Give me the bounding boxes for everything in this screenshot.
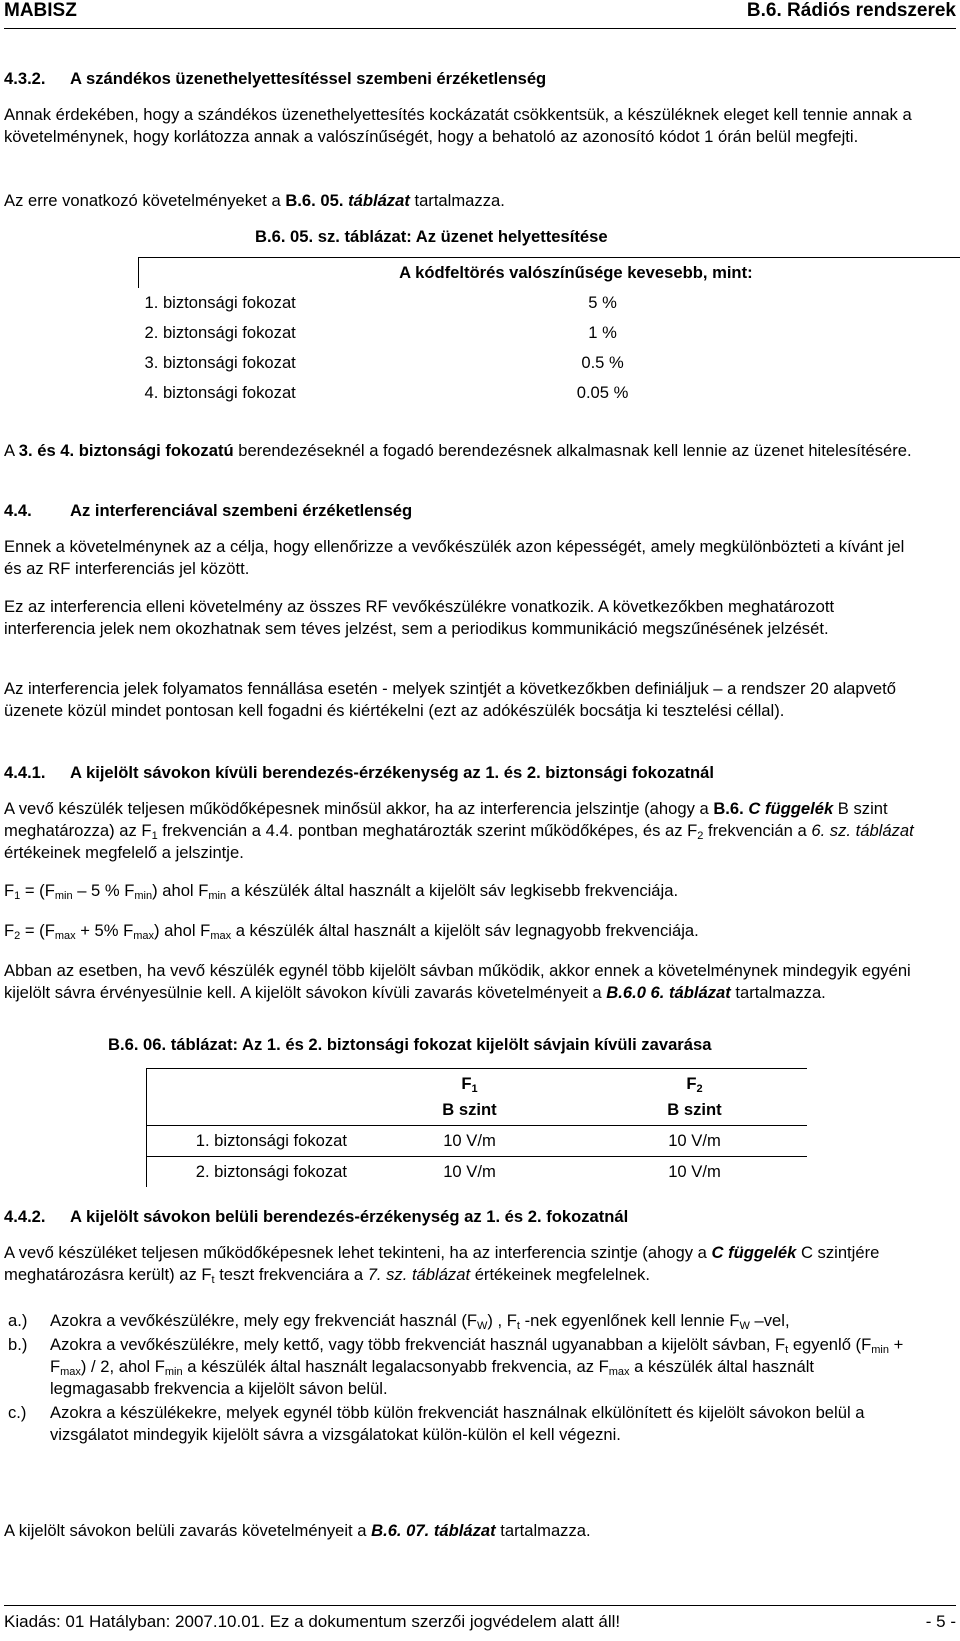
paragraph-inband-ref: A kijelölt sávokon belüli zavarás követelményeit a B.6. 07. táblázat tartalmazza.	[4, 1521, 591, 1540]
header-org: MABISZ	[4, 0, 77, 21]
table-row: 2. biztonsági fokozat 10 V/m 10 V/m	[147, 1157, 808, 1188]
list-item: c.) Azokra a készülékekre, melyek egynél több külön frekvenciát használnak elkülönített és kijelölt sávokon belül a vizsgálatot mindegyik kijelölt sávra a vizsgálatokat külön-külön el kell végezni.	[8, 1403, 865, 1444]
section-heading-4-3-2: 4.3.2. A szándékos üzenethelyettesítéssel szembeni érzéketlenség	[4, 69, 547, 88]
table-row: 2. biztonsági fokozat 1 %	[144, 323, 617, 342]
list-item: a.) Azokra a vevőkészülékre, mely egy frekvenciát használ $(F_W)$ , $F_t$ -nek egyenlőnek kell lennie $F_W$ –vel,	[8, 1311, 790, 1332]
table-05	[138, 257, 960, 408]
table-row: 4. biztonsági fokozat 0.05 %	[144, 383, 629, 402]
paragraph-intro: Annak érdekében, hogy a szándékos üzenethelyettesítés kockázatát csökkentsük, a készüléknek eleget kell tennie annak a követelménynek, hogy korlátozza annak a valószínűségét, hogy a behatoló az azonosító kódot 1 órán belül megfejti.	[4, 105, 912, 146]
table-05-header: A kódfeltörés valószínűsége kevesebb, mint:	[395, 258, 960, 289]
table-row: 3. biztonsági fokozat 0.5 %	[144, 353, 624, 372]
paragraph-scope: Ez az interferencia elleni követelmény az összes RF vevőkészülékre vonatkozik. A következőkben meghatározott interferencia jelek nem okozhatnak sem téves jelzést, sem a periodikus kommunikáció megszűnésének jelzését.	[4, 597, 835, 638]
paragraph-functional: A vevő készülék teljesen működőképesnek minősül akkor, ha az interferencia jelszintje (ahogy a B.6. C függelék B szint meghatározza) az $F_1$ frekvencián a 4.4. pontban meghatározták szerint működőképes, és az $F_2$ frekvencián a 6. sz. táblázat értékeinek megfelelő a jelszintje.	[4, 799, 914, 862]
table-05-caption: B.6. 05. sz. táblázat: Az üzenet helyettesítése	[255, 227, 608, 246]
table-row	[147, 1069, 808, 1126]
requirement-list	[4, 1310, 914, 1446]
paragraph-auth: A 3. és 4. biztonsági fokozatú berendezéseknél a fogadó berendezésnek alkalmasnak kell lennie az üzenet hitelesítésére.	[4, 441, 912, 460]
table-06-header-f2: $F_2$ B szint	[582, 1069, 807, 1126]
table-06-header-f1: $F_1$ B szint	[357, 1069, 582, 1126]
formula-f2: $F_2 = (F_{max} + 5\%$ $F_{max}$) ahol $F_{max}$ a készülék által használt a kijelölt sáv legnagyobb frekvenciája.	[4, 921, 699, 942]
footer-issue: Kiadás: 01 Hatályban: 2007.10.01. Ez a dokumentum szerzői jogvédelem alatt áll!	[4, 1612, 621, 1631]
paragraph-messages: Az interferencia jelek folyamatos fennállása esetén - melyek szintjét a következőkben definiáljuk – a rendszer 20 alapvető üzenete közül mindet pontosan kell fogadni és kiértékelni (ezt az adókészülék bocsátja ki tesztelési céllal).	[4, 679, 896, 720]
paragraph-multiband: Abban az esetben, ha vevő készülék egynél több kijelölt sávban működik, akkor ennek a követelménynek mindegyik egyéni kijelölt sávra érvényesülnie kell. A kijelölt sávokon kívüli zavarás követelményeit a B.6.0 6. táblázat tartalmazza.	[4, 961, 911, 1002]
paragraph-inband: A vevő készüléket teljesen működőképesnek lehet tekinteni, ha az interferencia szintje (ahogy a C függelék C szintjére meghatározásra került) az $F_t$ teszt frekvenciára a 7. sz. táblázat értékeinek megfelelnek.	[4, 1243, 880, 1286]
paragraph-purpose: Ennek a követelménynek az a célja, hogy ellenőrizze a vevőkészülék azon képességét, amely megkülönbözteti a kívánt jel és az RF interferenciás jel között.	[4, 537, 905, 578]
section-heading-4-4: 4.4. Az interferenciával szembeni érzéketlenség	[4, 501, 413, 520]
page-footer	[4, 1605, 956, 1631]
section-heading-4-4-1: 4.4.1. A kijelölt sávokon kívüli berendezés-érzékenység az 1. és 2. biztonsági fokozatnál	[4, 763, 714, 782]
table-row: 1. biztonsági fokozat 5 %	[144, 293, 617, 312]
page-header	[4, 0, 956, 29]
table-row	[139, 258, 960, 289]
paragraph-table-ref: Az erre vonatkozó követelményeket a B.6. 05. táblázat tartalmazza.	[4, 191, 505, 210]
section-heading-4-4-2: 4.4.2. A kijelölt sávokon belüli berendezés-érzékenység az 1. és 2. fokozatnál	[4, 1207, 629, 1226]
table-06-caption: B.6. 06. táblázat: Az 1. és 2. biztonsági fokozat kijelölt sávjain kívüli zavarása	[108, 1035, 712, 1054]
table-06	[146, 1068, 807, 1187]
table-row: 1. biztonsági fokozat 10 V/m 10 V/m	[147, 1126, 808, 1157]
header-section: B.6. Rádiós rendszerek	[746, 0, 956, 21]
formula-f1: $F_1 = (F_{min} - 5$ % $F_{min}$) ahol $F_{min}$ a készülék által használt a kijelölt sáv legkisebb frekvenciája.	[4, 881, 679, 902]
list-item: b.) Azokra a vevőkészülékre, mely kettő, vagy több frekvenciát használ ugyanabban a kijelölt sávban, $F_t$ egyenlő $(F_{min} + F_{max}) / 2$, ahol $F_{min}$ a készülék által használt legalacsonyabb frekvencia, az $F_{max}$ a készülék által használt legmagasabb frekvencia a kijelölt sávon belül.	[8, 1335, 904, 1398]
page-number: - 5 -	[925, 1612, 956, 1631]
